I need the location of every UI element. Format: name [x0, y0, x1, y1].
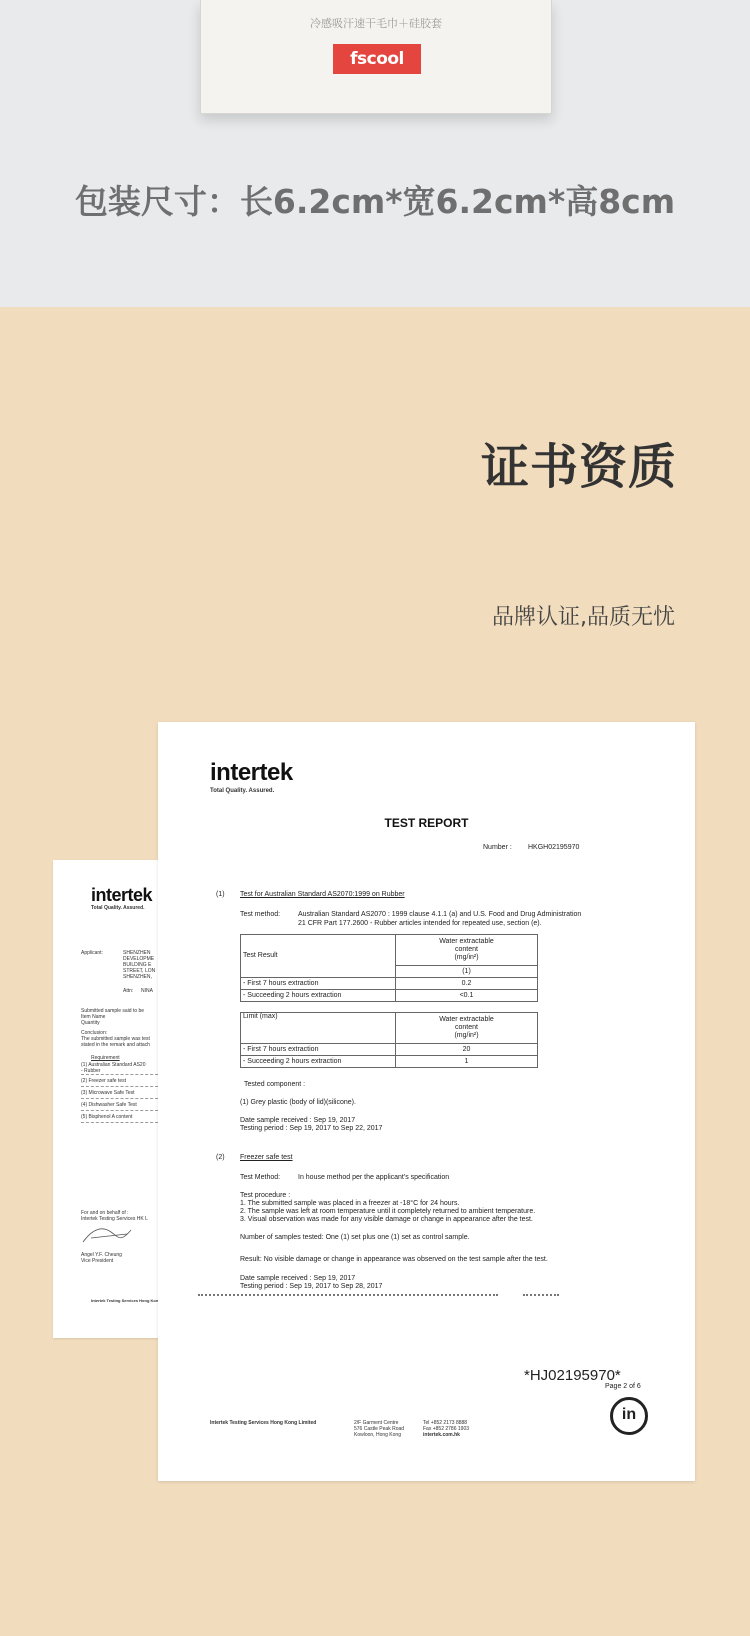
applicant-line: STREET, LON [123, 968, 156, 974]
footer-address: 576 Castle Peak Road [354, 1426, 405, 1432]
test-method: In house method per the applicant's specification [298, 1174, 450, 1181]
divider [81, 1110, 163, 1111]
sign-line: For and on behalf of : [81, 1210, 129, 1216]
table-header-cell: Limit (max) [241, 1013, 396, 1044]
requirement-label: Requirement [91, 1055, 120, 1061]
table-header-cell: Test Result [241, 935, 396, 978]
procedure-label: Test procedure : [240, 1192, 291, 1199]
footer-address: 2/F Garment Centre [354, 1420, 399, 1426]
applicant-line: BUILDING E [123, 962, 152, 968]
section-1-number: (1) [216, 891, 225, 898]
tested-component: (1) Grey plastic (body of lid)(silicone). [240, 1099, 356, 1106]
table-row: - Succeeding 2 hours extraction 1 [241, 1056, 538, 1068]
requirement-item: - Rubber [81, 1068, 101, 1074]
conclusion-line: stated in the remark and attach [81, 1042, 150, 1048]
intertek-tagline: Total Quality. Assured. [210, 788, 275, 794]
applicant-line: DEVELOPME [123, 956, 155, 962]
certificate-page-1 [53, 860, 163, 1338]
requirement-item: (5) Bisphenol A content [81, 1114, 133, 1120]
divider [81, 1086, 163, 1087]
intertek-tagline: Total Quality. Assured. [91, 905, 145, 911]
divider [81, 1122, 163, 1123]
signer-name: Angel Y.F. Cheung [81, 1252, 122, 1258]
applicant-label: Applicant: [81, 950, 103, 956]
number-label: Number : [483, 844, 512, 851]
testing-period: Testing period : Sep 19, 2017 to Sep 28, 2017 [240, 1283, 383, 1290]
divider [81, 1074, 163, 1075]
attn-value: NINA [141, 988, 153, 994]
section-1-title: Test for Australian Standard AS2070:1999 on Rubber [240, 891, 405, 898]
applicant-line: SHENZHEN, [123, 974, 152, 980]
requirement-item: (4) Dishwasher Safe Test [81, 1102, 137, 1108]
conclusion-line: The submitted sample was test [81, 1036, 150, 1042]
brand-logo: fscool [333, 44, 421, 74]
test-method-line: Australian Standard AS2070 : 1999 clause 4.1.1 (a) and U.S. Food and Drug Administration [298, 911, 582, 918]
footer-contact: Fax +852 2786 1903 [423, 1426, 470, 1432]
intertek-logo: intertek [91, 885, 153, 905]
barcode-text: *HJ02195970* [524, 1367, 621, 1384]
product-box-subtitle: 冷感吸汗速干毛巾＋硅胶套 [310, 17, 442, 30]
page-number: Page 2 of 6 [605, 1383, 641, 1390]
back-footer: Intertek Testing Services Hong Kon [91, 1298, 159, 1303]
applicant-line: SHENZHEN [123, 950, 151, 956]
table-header-cell: (1) [396, 966, 538, 978]
samples-tested: Number of samples tested: One (1) set plus one (1) set as control sample. [240, 1234, 470, 1241]
table-row: - Succeeding 2 hours extraction <0.1 [241, 990, 538, 1002]
requirement-item: (2) Freezer safe test [81, 1078, 127, 1084]
divider [81, 1098, 163, 1099]
procedure-step: 3. Visual observation was made for any visible damage or change in appearance after the test. [240, 1216, 533, 1223]
conclusion-line: Conclusion: [81, 1030, 108, 1036]
procedure-step: 2. The sample was left at room temperature until it completely returned to ambient temperature. [240, 1208, 536, 1215]
section-subtitle: 品牌认证,品质无忧 [492, 605, 675, 630]
footer-company: Intertek Testing Services Hong Kong Limited [210, 1420, 317, 1426]
table-row: - First 7 hours extraction 0.2 [241, 978, 538, 990]
section-2-title: Freezer safe test [240, 1154, 293, 1161]
test-method-label: Test method: [240, 911, 281, 918]
table-header-cell: Water extractable content (mg/in²) [396, 1013, 538, 1044]
section-title: 证书资质 [480, 439, 677, 495]
submitted-line: Item Name [81, 1014, 106, 1020]
test-method-label: Test Method: [240, 1174, 281, 1181]
test-result-table [240, 934, 538, 1002]
submitted-line: Quantity [81, 1020, 100, 1026]
divider [523, 1294, 559, 1296]
testing-period: Testing period : Sep 19, 2017 to Sep 22, 2017 [240, 1125, 383, 1132]
result: Result: No visible damage or change in appearance was observed on the test sample after the test. [240, 1256, 548, 1263]
intertek-logo: intertek [210, 759, 293, 786]
signature-icon [81, 1224, 141, 1246]
table-header-cell: Water extractable content (mg/in²) [396, 935, 538, 966]
certificate-page-2 [158, 722, 695, 1481]
table-row: - First 7 hours extraction 20 [241, 1044, 538, 1056]
product-box [200, 0, 552, 114]
sign-line: Intertek Testing Services HK L [81, 1216, 148, 1222]
divider [198, 1294, 498, 1296]
signer-title: Vice President [81, 1258, 114, 1264]
attn-label: Attn: [123, 988, 134, 994]
number-value: HKGH02195970 [528, 844, 580, 851]
limit-table [240, 1012, 538, 1068]
package-dimensions: 包装尺寸：长6.2cm*宽6.2cm*高8cm [74, 182, 676, 221]
report-title: TEST REPORT [384, 816, 469, 830]
test-method-line: 21 CFR Part 177.2600 - Rubber articles intended for repeated use, section (e). [298, 920, 542, 927]
date-received: Date sample received : Sep 19, 2017 [240, 1117, 356, 1124]
requirement-item: (1) Australian Standard AS20 [81, 1062, 146, 1068]
section-2-number: (2) [216, 1154, 225, 1161]
requirement-item: (3) Microwave Safe Test [81, 1090, 135, 1096]
submitted-line: Submitted sample said to be [81, 1008, 145, 1014]
footer-contact: Tel +852 2173 8888 [423, 1420, 468, 1426]
footer-address: Kowloon, Hong Kong [354, 1432, 401, 1438]
tested-component-label: Tested component : [244, 1081, 306, 1088]
intertek-seal-icon: in [610, 1397, 648, 1435]
product-photo-area [0, 0, 750, 307]
procedure-step: 1. The submitted sample was placed in a freezer at -18°C for 24 hours. [240, 1200, 460, 1207]
footer-contact: intertek.com.hk [423, 1432, 460, 1438]
date-received: Date sample received : Sep 19, 2017 [240, 1275, 356, 1282]
